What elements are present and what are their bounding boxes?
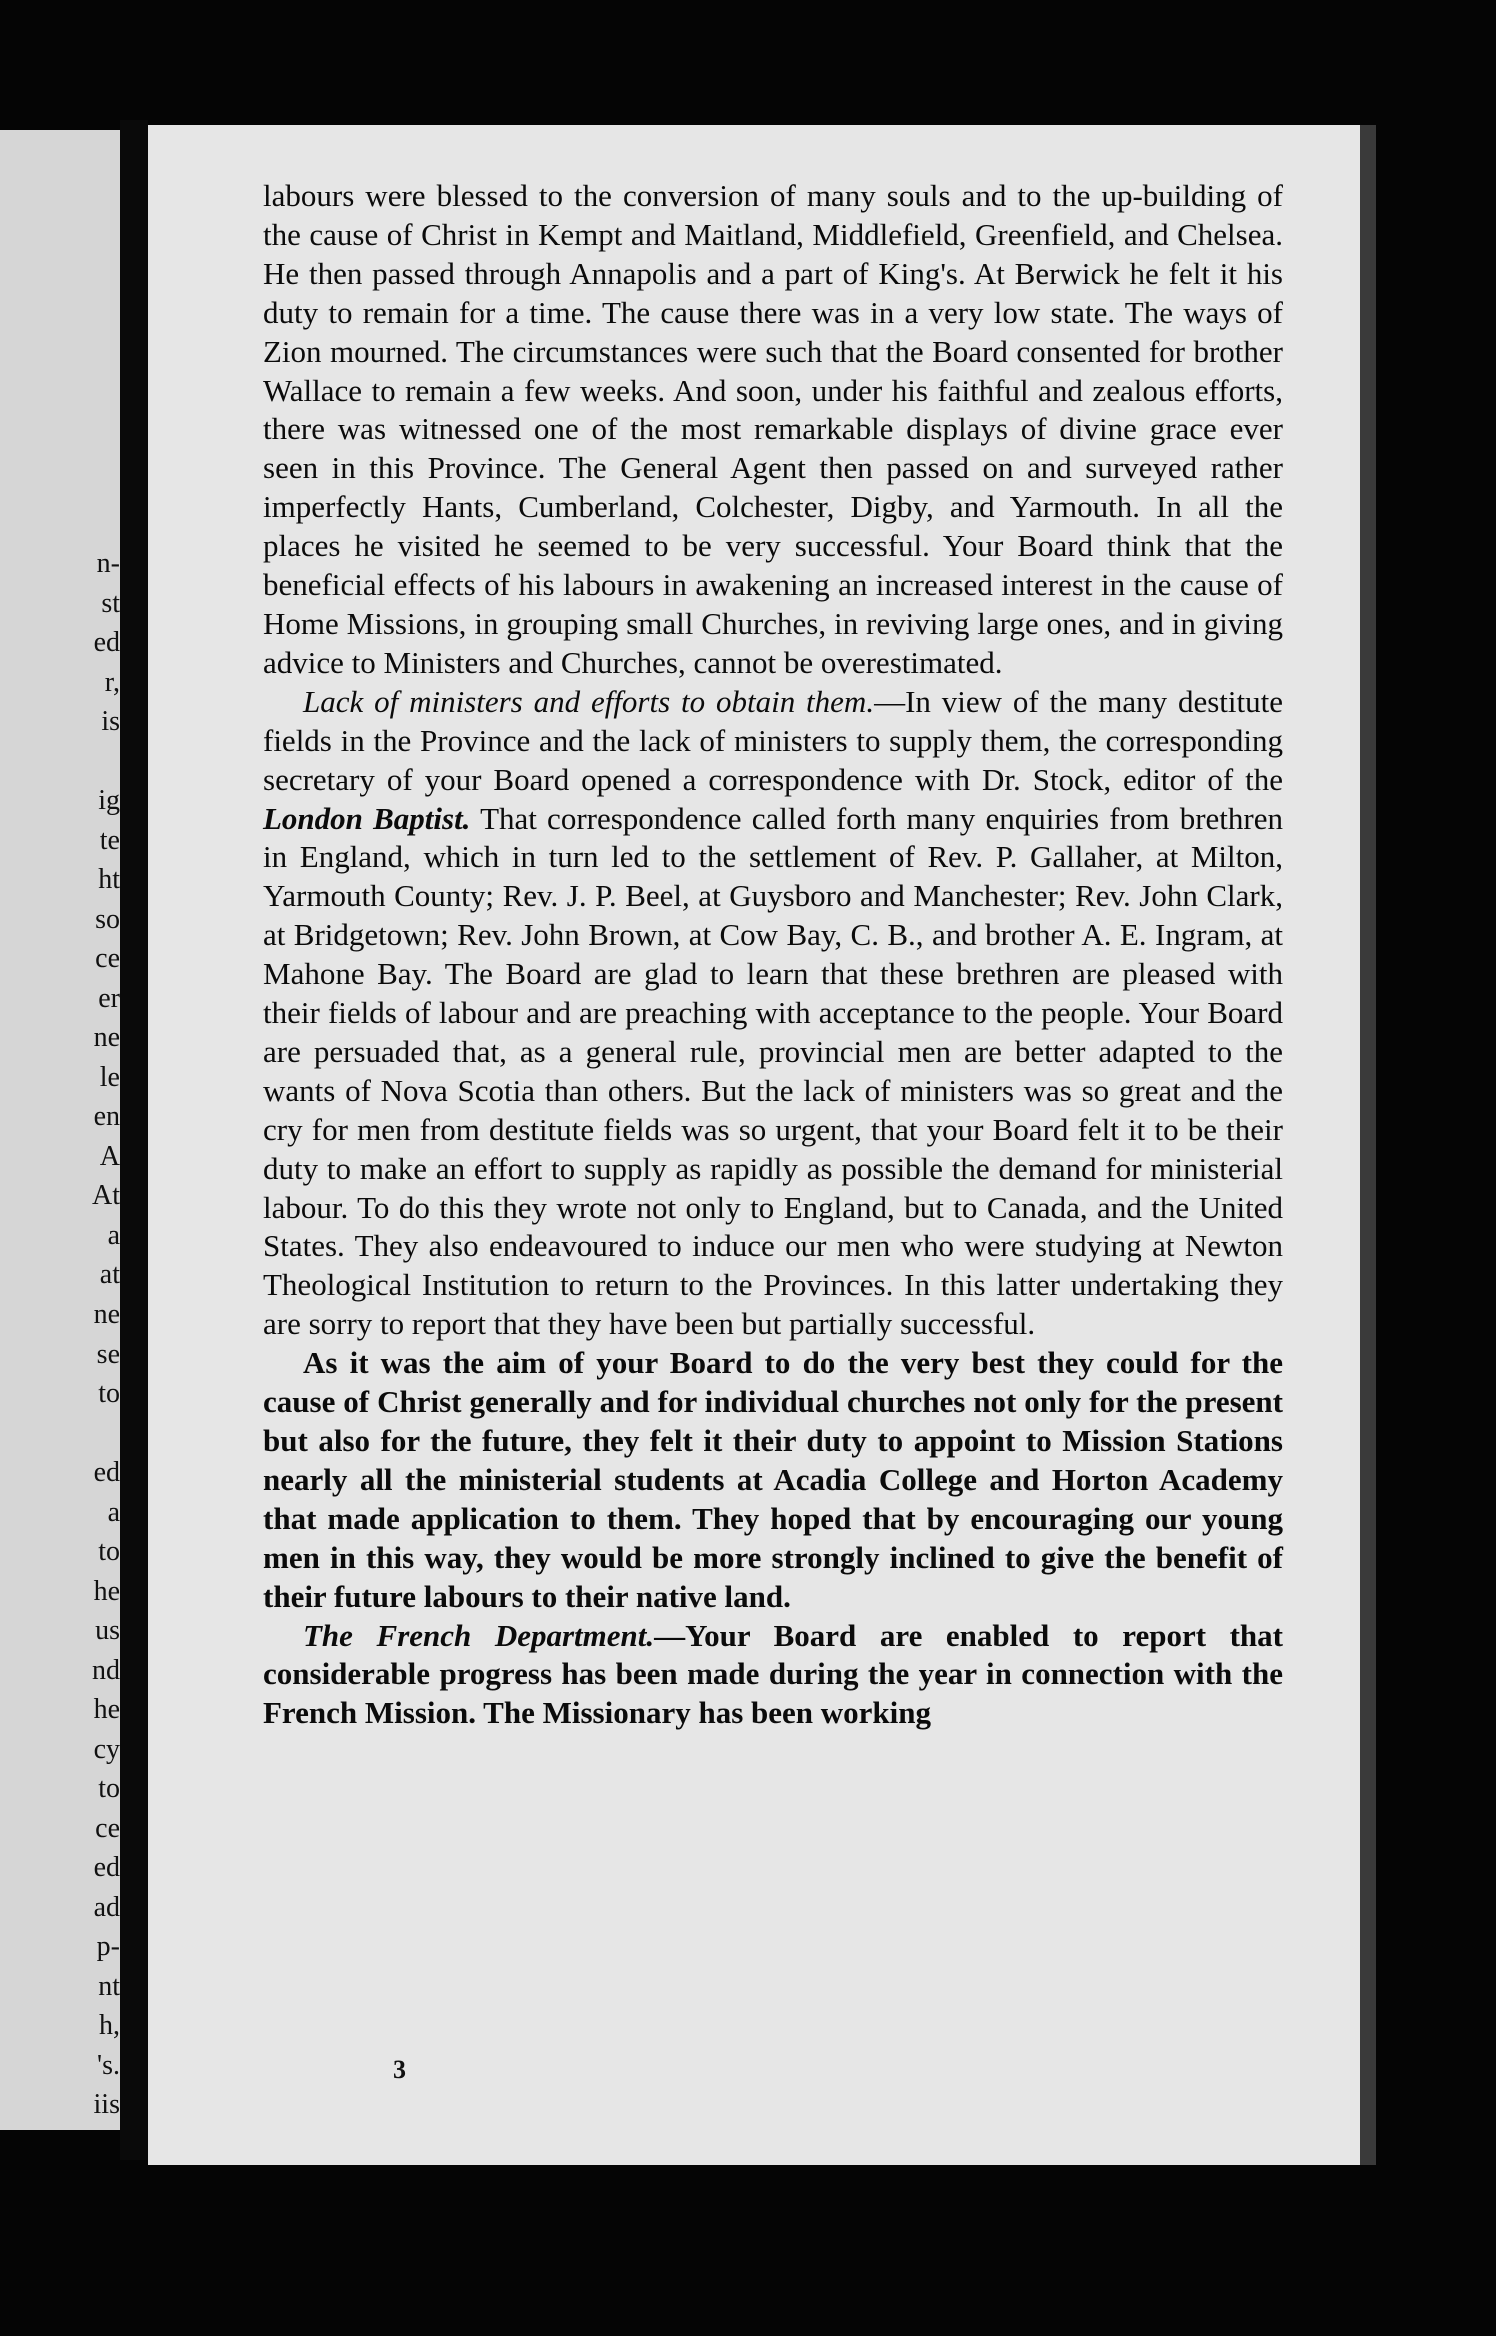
facing-page-line-fragment: p- <box>96 1931 120 1963</box>
facing-page-line-fragment: ne <box>93 1298 120 1330</box>
facing-page-line-fragment: se <box>96 1338 120 1370</box>
paragraph-mission-stations: As it was the aim of your Board to do the very best they could for the cause of Christ generally and for individual churches not only for the present but also for the future, they felt it their duty to appoint to Mission Stations nearly all the ministerial students at Acadia College and Horton Academy that made application to them. They hoped that by encouraging our young men in this way, they would be more strongly inclined to give the benefit of their future labours to their native land. <box>263 1345 1283 1614</box>
facing-page-line-fragment: ed <box>93 627 120 659</box>
facing-page-line-fragment: cy <box>93 1733 120 1765</box>
publication-title: London Baptist. <box>263 800 471 836</box>
paragraph-text: —In view of the many destitute fields in the Province and the lack of ministers to supply them, the corresponding secretary of your Board opened a correspondence with Dr. Stock, editor of the <box>263 683 1284 797</box>
facing-page-fragment <box>0 130 120 2130</box>
facing-page-line-fragment: st <box>101 587 120 619</box>
facing-page-line-fragment: ne <box>93 1022 120 1054</box>
facing-page-line-fragment: h, <box>99 2010 120 2042</box>
facing-page-line-fragment: at <box>99 1259 120 1291</box>
facing-page-line-fragment: to <box>98 1773 120 1805</box>
facing-page-line-fragment: A <box>99 1140 120 1172</box>
page-gutter <box>120 120 148 2160</box>
facing-page-line-fragment: to <box>98 1378 120 1410</box>
facing-page-line-fragment: a <box>107 1496 120 1528</box>
facing-page-line-fragment: ed <box>93 1457 120 1489</box>
paragraph-lack-of-ministers <box>263 683 1283 1344</box>
paragraph-general-agent: labours were blessed to the conversion of many souls and to the up-building of the cause of Christ in Kempt and Maitland, Middlefield, Greenfield, and Chelsea. He then passed through Annapolis and a part of King's. At Berwick he felt it his duty to remain for a time. The cause there was in a very low state. The ways of Zion mourned. The circumstances were such that the Board consented for brother Wallace to remain a few weeks. And soon, under his faithful and zealous efforts, there was witnessed one of the most remarkable displays of divine grace ever seen in this Province. The General Agent then passed on and surveyed rather imperfectly Hants, Cumberland, Colchester, Digby, and Yarmouth. In all the places he visited he seemed to be very successful. Your Board think that the beneficial effects of his labours in awakening an increased interest in the cause of Home Missions, in grouping small Churches, in reviving large ones, and in giving advice to Ministers and Churches, cannot be overestimated. <box>263 178 1283 680</box>
facing-page-line-fragment: nd <box>92 1654 120 1686</box>
facing-page-line-fragment: er <box>98 982 120 1014</box>
facing-page-line-fragment: te <box>99 824 120 856</box>
document-page <box>148 125 1376 2165</box>
facing-page-line-fragment: ce <box>95 1812 120 1844</box>
facing-page-line-fragment: ce <box>95 943 120 975</box>
section-heading-french-department: The French Department. <box>303 1617 655 1653</box>
facing-page-line-fragment: iis <box>93 2089 120 2121</box>
facing-page-line-fragment: ht <box>98 864 120 896</box>
paragraph-text: —Your Board are enabled to report that considerable progress has been made during the year in connection with the French Mission. The Missionary has been working <box>263 1617 1283 1731</box>
facing-page-line-fragment: is <box>101 706 120 738</box>
paragraph-french-department <box>263 1617 1283 1734</box>
section-heading-lack-of-ministers: Lack of ministers and efforts to obtain them. <box>303 683 875 719</box>
page-number: 3 <box>393 2055 406 2084</box>
facing-page-line-fragment: en <box>93 1101 120 1133</box>
facing-page-line-fragment: nt <box>98 1970 120 2002</box>
facing-page-line-fragment: 's. <box>97 2049 120 2081</box>
facing-page-line-fragment: he <box>93 1575 120 1607</box>
facing-page-line-fragment: ed <box>93 1852 120 1884</box>
facing-page-line-fragment: n- <box>96 548 120 579</box>
body-text <box>263 177 1283 1733</box>
facing-page-line-fragment: to <box>98 1536 120 1568</box>
facing-page-line-fragment: r, <box>104 666 120 698</box>
facing-page-line-fragment: us <box>95 1615 120 1647</box>
facing-page-line-fragment: At <box>92 1180 120 1212</box>
page-edge-shadow <box>1360 125 1376 2165</box>
facing-page-line-fragment: le <box>99 1061 120 1093</box>
facing-page-line-fragment: he <box>93 1694 120 1726</box>
facing-page-line-fragment: so <box>95 903 120 935</box>
facing-page-line-fragment: ig <box>98 785 120 817</box>
paragraph-text: That correspondence called forth many enquiries from brethren in England, which in turn led to the settlement of Rev. P. Gallaher, at Milton, Yarmouth County; Rev. J. P. Beel, at Guysboro and Manchester; Rev. John Clark, at Bridgetown; Rev. John Brown, at Cow Bay, C. B., and brother A. E. Ingram, at Mahone Bay. The Board are glad to learn that these brethren are pleased with their fields of labour and are preaching with acceptance to the people. Your Board are persuaded that, as a general rule, provincial men are better adapted to the wants of Nova Scotia than others. But the lack of ministers was so great and the cry for men from destitute fields was so urgent, that your Board felt it to be their duty to make an effort to supply as rapidly as possible the demand for ministerial labour. To do this they wrote not only to England, but to Canada, and the United States. They also endeavoured to induce our men who were studying at Newton Theological Institution to return to the Provinces. In this latter undertaking they are sorry to report that they have been but partially successful. <box>263 800 1283 1342</box>
facing-page-line-fragment: ad <box>93 1891 120 1923</box>
facing-page-line-fragment: a <box>107 1219 120 1251</box>
